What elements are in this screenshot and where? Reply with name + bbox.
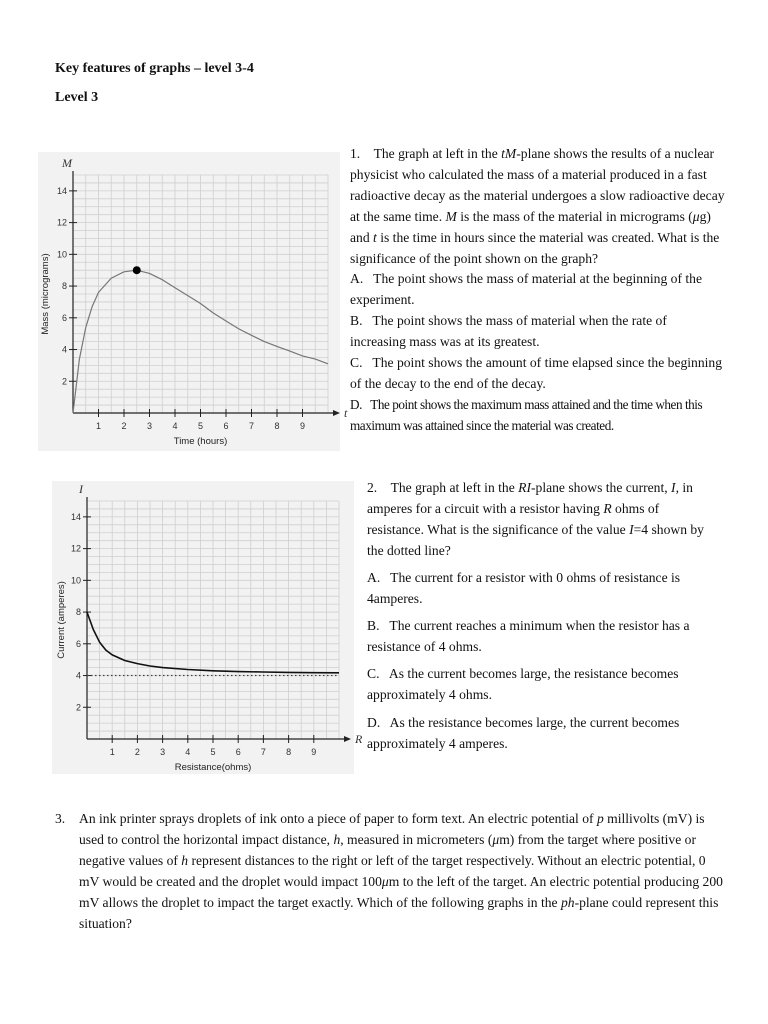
question-1-option-c: C. The point shows the amount of time elapsed since the beginning of the decay to the end of the decay.: [350, 355, 723, 391]
y-tick-label: 10: [56, 249, 67, 260]
question-1-stem: 1. The graph at left in the tM-plane shows the results of a nuclear physicist who calculated the mass of a material produced in a fast radioactive decay as the material undergoes a slow radioactive decay at the same time. M is the mass of the material in micrograms (μg) and t is the time in hours since the material was created. What is the significance of the point shown on the graph?: [350, 146, 725, 266]
question-2-stem: 2. The graph at left in the RI-plane shows the current, I, in amperes for a circuit with a resistor having R ohms of resistance. What is the significance of the value I=4 shown by the dotted line?: [367, 480, 704, 558]
y-tick-label: 10: [70, 575, 81, 586]
y-tick-label: 6: [75, 638, 81, 649]
x-tick-label: 4: [172, 421, 178, 431]
x-axis-variable: R: [355, 732, 363, 746]
graph-2: [52, 481, 363, 774]
x-tick-label: 5: [210, 747, 216, 757]
question-2-option-d: D. As the resistance becomes large, the current becomes approximately 4 amperes.: [367, 714, 680, 751]
y-tick-label: 2: [75, 702, 81, 713]
y-tick-label: 8: [75, 607, 81, 618]
question-1-option-b: B. The point shows the mass of material when the rate of increasing mass was at its greatest.: [350, 313, 667, 350]
y-tick-label: 12: [70, 543, 81, 554]
x-tick-label: 7: [260, 747, 266, 757]
x-tick-label: 9: [311, 747, 317, 757]
x-axis-arrow: [344, 736, 351, 742]
x-tick-label: 2: [134, 747, 140, 757]
x-tick-label: 8: [286, 747, 292, 757]
x-tick-label: 9: [299, 421, 306, 431]
question-3-text: An ink printer sprays droplets of ink onto a piece of paper to form text. An electric potential of p millivolts (mV) is used to control the horizontal impact distance, h, measured in micrometers (μm) from the target where positive or negative values of h represent distances to the right or left of the target respectively. Without an electric potential, 0 mV would be created and the droplet would impact 100μm to the left of the target. An electric potential producing 200 mV allows the droplet to impact the target exactly. Which of the following graphs in the ph-plane could represent this situation?: [79, 811, 723, 931]
x-tick-label: 6: [235, 747, 241, 757]
x-axis-arrow: [333, 410, 340, 416]
graph-1: [38, 152, 348, 451]
question-3-number: 3.: [55, 811, 66, 826]
y-tick-label: 14: [70, 511, 81, 522]
x-tick-label: 3: [160, 747, 166, 757]
x-tick-label: 1: [109, 747, 115, 757]
worksheet-title: Key features of graphs – level 3-4: [55, 61, 254, 76]
x-tick-label: 2: [121, 421, 127, 431]
highlighted-point: [133, 266, 141, 274]
question-2-option-c: C. As the current becomes large, the resistance becomes approximately 4 ohms.: [367, 666, 679, 703]
question-2-option-a: A. The current for a resistor with 0 ohms of resistance is 4amperes.: [367, 570, 681, 606]
y-tick-label: 12: [56, 217, 67, 228]
y-tick-label: 4: [75, 670, 81, 681]
mass-time-chart: [38, 152, 348, 451]
question-1: [350, 144, 725, 437]
x-tick-label: 8: [274, 421, 280, 431]
y-tick-label: 6: [61, 312, 67, 323]
x-tick-label: 7: [248, 421, 255, 431]
x-axis-title: Time (hours): [173, 436, 228, 447]
y-axis-variable: M: [62, 156, 72, 170]
x-tick-label: 5: [197, 421, 204, 431]
question-2-option-b: B. The current reaches a minimum when the resistor has a resistance of 4 ohms.: [367, 618, 690, 655]
question-3: [55, 808, 725, 934]
question-2: [367, 478, 717, 761]
y-tick-label: 2: [61, 376, 67, 387]
x-axis-variable: t: [344, 406, 348, 420]
question-1-option-d: D. The point shows the maximum mass attained and the time when this maximum was attained since the material was created.: [350, 396, 703, 433]
x-axis-title: Resistance(ohms): [174, 762, 252, 773]
y-axis-title: Current (amperes): [56, 581, 67, 659]
x-tick-label: 4: [185, 747, 191, 757]
y-axis-variable: I: [79, 482, 83, 496]
y-tick-label: 14: [56, 185, 67, 196]
y-tick-label: 8: [61, 281, 67, 292]
x-tick-label: 1: [95, 421, 102, 431]
question-1-option-a: A. The point shows the mass of material at the beginning of the experiment.: [350, 271, 702, 308]
x-tick-label: 6: [223, 421, 229, 431]
y-axis-title: Mass (micrograms): [40, 253, 51, 335]
level-heading: Level 3: [55, 90, 99, 105]
x-tick-label: 3: [146, 421, 153, 431]
y-tick-label: 4: [61, 344, 67, 355]
current-resistance-chart: [52, 481, 363, 774]
